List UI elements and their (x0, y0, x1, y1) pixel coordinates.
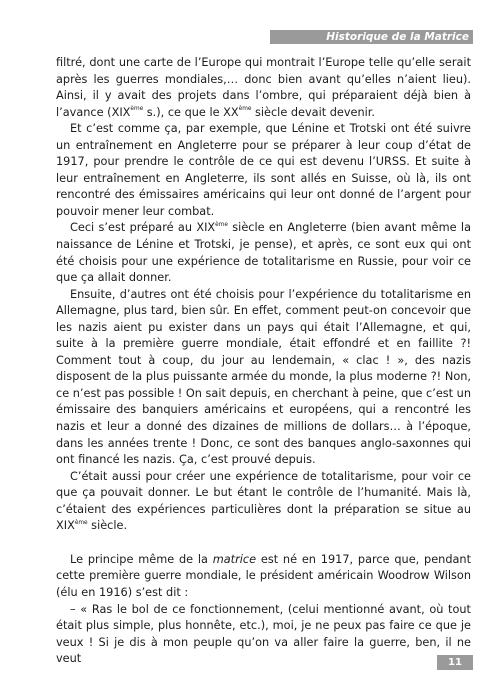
paragraph-7: – « Ras le bol de ce fonctionnement, (celui mentionné avant, où tout était plus simple, plus honnête, etc.), moi, je ne peux pas faire ce que je veux ! Si je dis à mon peuple qu’on va aller faire la guerre, ben, il ne veut (56, 602, 471, 666)
paragraph-4: Ensuite, d’autres ont été choisis pour l’expérience du totalitarisme en Allemagne, plus tard, bien sûr. En effet, comment peut-on concevoir que les nazis aient pu exister dans un pays qui était l’Allemagne, et qui, suite à la première guerre mondiale, était effondré et en faillite ?! Comment tout à coup, du jour au lendemain, « clac ! », des nazis disposent de la plus puissante armée du monde, la plus moderne ?! Non, ce n’est pas possible ! On sait depuis, en cherchant à peine, que c’est un émissaire des banquiers américains et européens, qui a rencontré les nazis et leur a donné des dizaines de millions de dollars… à l’époque, dans les années trente ! Donc, ce sont des banques anglo-saxonnes qui ont financé les nazis. Ça, c’est prouvé depuis. (56, 287, 471, 467)
body-text (56, 55, 471, 668)
paragraph-5: C’était aussi pour créer une expérience de totalitarisme, pour voir ce que ça pouvait donner. Le but étant le contrôle de l’humanité. Mais là, c’étaient des expériences particulières dont la préparation se situe au XIXème siècle. (56, 469, 471, 533)
page-number: 11 (437, 655, 473, 670)
paragraph-2: Et c’est comme ça, par exemple, que Lénine et Trotski ont été suivre un entraînement en Angleterre pour se préparer à leur coup d’état de 1917, pour prendre le contrôle de ce qui est devenu l’URSS. Et suite à leur entraînement en Angleterre, ils sont allés en Suisse, où là, ils ont rencontré des émissaires américains qui leur ont donné de l’argent pour pouvoir mener leur combat. (56, 122, 471, 218)
paragraph-3: Ceci s’est préparé au XIXème siècle en Angleterre (bien avant même la naissance de Lénine et Trotski, je pense), et après, ce sont eux qui ont été choisis pour une expérience de totalitarisme en Russie, pour voir ce que ça allait donner. (56, 221, 471, 285)
paragraph-1: filtré, dont une carte de l’Europe qui montrait l’Europe telle qu’elle serait après les guerres mondiales,… donc bien avant qu’elles n’aient lieu). Ainsi, il y avait des projets dans l’ombre, qui préparaient déjà bien à l’avance (XIXème s.), ce que le XXème siècle devait devenir. (56, 56, 471, 119)
running-header: Historique de la Matrice (326, 31, 469, 43)
paragraph-6: Le principe même de la matrice est né en 1917, parce que, pendant cette première guerre mondiale, le président américain Woodrow Wilson (élu en 1916) s’est dit : (56, 552, 471, 599)
